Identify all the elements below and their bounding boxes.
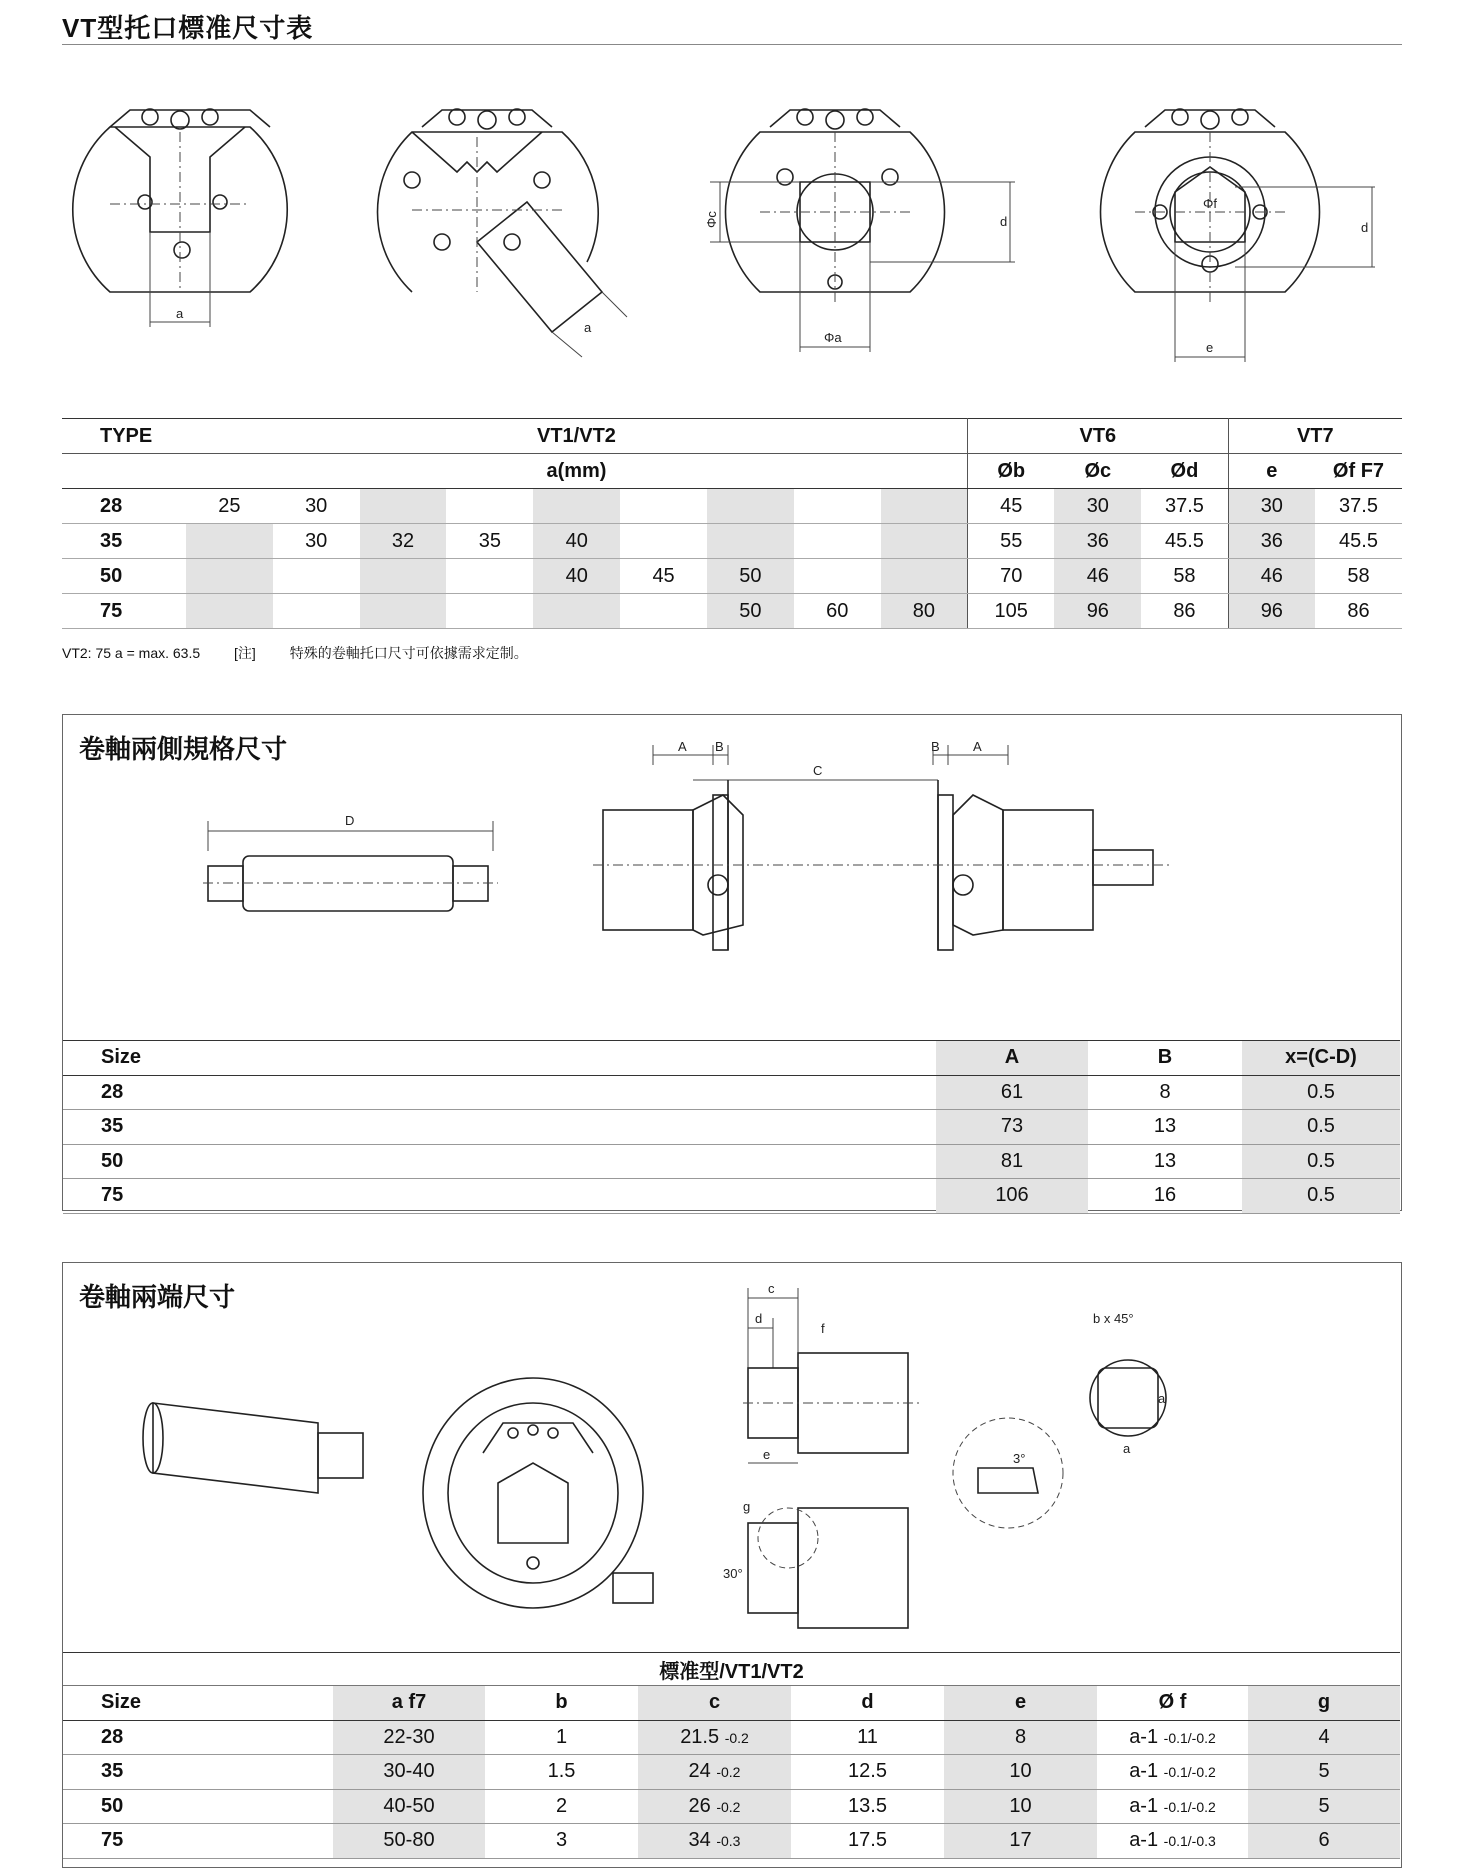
- col-d: Ød: [1141, 454, 1228, 489]
- section-title: 卷軸兩側規格尺寸: [79, 734, 288, 764]
- shaft-side-section: [62, 714, 1402, 1211]
- table-row: 75 50 60 80 105 96 86 96 86: [62, 594, 1402, 629]
- group-vt6: VT6: [968, 419, 1229, 454]
- table-row: 75 50-80 3 34 -0.3 17.5 17 a-1 -0.1/-0.3 6: [63, 1824, 1400, 1859]
- col-b: Øb: [968, 454, 1055, 489]
- label-d-end: d: [755, 1311, 763, 1326]
- chuck-drawing-vt1: [70, 92, 310, 332]
- label-e-end: e: [763, 1447, 771, 1462]
- label-c: c: [768, 1281, 775, 1296]
- title-divider: [62, 44, 1402, 45]
- label-B: B: [715, 739, 724, 754]
- label-b-chamfer: b x 45°: [1093, 1311, 1134, 1326]
- shaft-side-table: [63, 1040, 1400, 1214]
- label-d-2: d: [1361, 220, 1369, 235]
- col-c: Øc: [1054, 454, 1141, 489]
- label-3deg: 3°: [1013, 1451, 1026, 1466]
- table-row: 28 25 30 45 30 37.5 30 37.5: [62, 489, 1402, 524]
- table-row: 35 30-40 1.5 24 -0.2 12.5 10 a-1 -0.1/-0.2 5: [63, 1755, 1400, 1790]
- table-note: [62, 643, 558, 663]
- col-A: A: [936, 1041, 1088, 1076]
- a-mm-header: a(mm): [186, 454, 968, 489]
- table-row: 28 61 8 0.5: [63, 1075, 1400, 1110]
- col-d: d: [791, 1686, 944, 1721]
- label-g: g: [743, 1499, 751, 1514]
- table-row: 50 40 45 50 70 46 58 46 58: [62, 559, 1402, 594]
- col-b: b: [485, 1686, 638, 1721]
- table-row: 28 22-30 1 21.5 -0.2 11 8 a-1 -0.1/-0.2 4: [63, 1720, 1400, 1755]
- col-e: e: [1228, 454, 1315, 489]
- table-row: 50 81 13 0.5: [63, 1144, 1400, 1179]
- label-C: C: [813, 763, 823, 778]
- label-a-2: a: [584, 320, 592, 335]
- standard-size-table: [62, 418, 1402, 629]
- label-A: A: [678, 739, 687, 754]
- label-e: e: [1206, 340, 1214, 355]
- type-header: TYPE: [62, 419, 186, 454]
- label-a-end-2: a: [1123, 1441, 1131, 1456]
- chuck-section-drawing: [593, 735, 1333, 955]
- shaft-drawing: [203, 811, 503, 931]
- chuck-drawing-vt2: [362, 92, 632, 362]
- note-text: 特殊的卷軸托口尺寸可依據需求定制。: [289, 645, 528, 661]
- label-D: D: [345, 813, 355, 828]
- table-row: 35 73 13 0.5: [63, 1110, 1400, 1145]
- col-f: Ø f: [1097, 1686, 1248, 1721]
- table-row: 75 106 16 0.5: [63, 1179, 1400, 1214]
- col-B: B: [1088, 1041, 1242, 1076]
- shaft-end-section: [62, 1262, 1402, 1868]
- col-size: Size: [63, 1041, 936, 1076]
- group-vt1-vt2: VT1/VT2: [186, 419, 968, 454]
- chuck-drawing-vt6: [700, 92, 1030, 362]
- note-tag: [注]: [234, 645, 256, 661]
- label-f: f: [821, 1321, 825, 1336]
- label-B-2: B: [931, 739, 940, 754]
- note-vt2: VT2: 75 a = max. 63.5: [62, 645, 201, 661]
- shaft-end-table: [63, 1652, 1400, 1859]
- col-g: g: [1248, 1686, 1400, 1721]
- label-phi-a: Φa: [824, 330, 842, 345]
- table-row: 35 30 32 35 40 55 36 45.5 36 45.5: [62, 524, 1402, 559]
- label-A-2: A: [973, 739, 982, 754]
- col-c: c: [638, 1686, 791, 1721]
- label-d: d: [1000, 214, 1008, 229]
- col-x: x=(C-D): [1242, 1041, 1400, 1076]
- label-30deg: 30°: [723, 1566, 743, 1581]
- col-e: e: [944, 1686, 1097, 1721]
- label-phi-f: Φf: [1203, 196, 1217, 211]
- section-title: 卷軸兩端尺寸: [79, 1282, 236, 1312]
- label-phi-c: Φc: [704, 211, 719, 228]
- table-row: 50 40-50 2 26 -0.2 13.5 10 a-1 -0.1/-0.2 5: [63, 1789, 1400, 1824]
- col-f: Øf F7: [1315, 454, 1402, 489]
- chuck-drawing-vt7: [1085, 92, 1395, 372]
- label-a-end: a: [1158, 1391, 1166, 1406]
- group-vt7: VT7: [1228, 419, 1402, 454]
- col-size: Size: [63, 1686, 333, 1721]
- label-a: a: [176, 306, 184, 321]
- shaft-end-dim-drawing: [723, 1273, 1166, 1653]
- col-a-f7: a f7: [333, 1686, 485, 1721]
- table-caption: 標准型/VT1/VT2: [63, 1653, 1400, 1686]
- page-title: VT型托口標准尺寸表: [62, 13, 314, 43]
- shaft-end-3d-drawing: [143, 1373, 703, 1623]
